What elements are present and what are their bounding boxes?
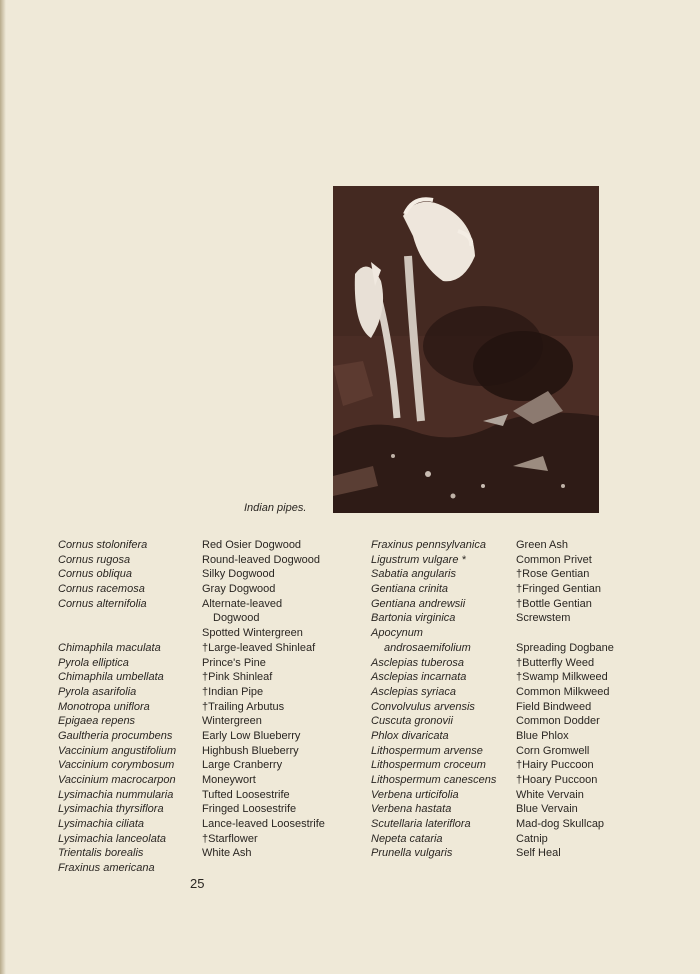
scientific-name: Asclepias incarnata [371, 671, 467, 684]
common-name: †Bottle Gentian [516, 597, 592, 610]
photo-caption: Indian pipes. [244, 502, 307, 514]
scientific-name: Phlox divaricata [371, 729, 449, 742]
common-name: Corn Gromwell [516, 744, 590, 757]
scientific-name: Cornus stolonifera [58, 539, 148, 551]
common-name: White Vervain [516, 788, 584, 801]
scientific-name: Fraxinus americana [58, 862, 155, 875]
scientific-name: Lithospermum croceum [371, 759, 486, 772]
common-name: Blue Phlox [516, 729, 569, 742]
scientific-name: Trientalis borealis [58, 847, 144, 860]
right-scientific-names [371, 538, 496, 861]
common-name: Blue Vervain [516, 803, 578, 816]
scientific-name [58, 626, 176, 641]
common-name: Field Bindweed [516, 700, 592, 713]
common-name: Common Milkweed [516, 685, 610, 698]
scientific-name: Lysimachia ciliata [58, 818, 145, 831]
scientific-name: Monotropa uniflora [58, 700, 150, 713]
scientific-name: Gaultheria procumbens [58, 729, 173, 742]
common-name: †Hairy Puccoon [516, 759, 594, 772]
scientific-name: Nepeta cataria [371, 832, 443, 845]
common-name: Red Osier Dogwood [202, 539, 302, 551]
common-name: Round-leaved Dogwood [202, 553, 321, 566]
common-name: Gray Dogwood [202, 583, 276, 596]
scientific-name: Lysimachia lanceolata [58, 832, 167, 845]
common-name: Lance-leaved Loosestrife [202, 818, 325, 831]
scientific-name: Vaccinium angustifolium [58, 744, 177, 757]
right-common-names [516, 538, 614, 861]
common-name: †Hoary Puccoon [516, 774, 598, 786]
scientific-name: Asclepias syriaca [371, 685, 456, 698]
common-name: Common Dodder [516, 715, 600, 728]
scientific-name: Cuscuta gronovii [371, 715, 453, 728]
common-name: †Butterfly Weed [516, 656, 595, 669]
scientific-name: Epigaea repens [58, 715, 136, 728]
scientific-name: Cornus rugosa [58, 553, 131, 566]
common-name: Highbush Blueberry [202, 744, 299, 757]
common-name: †Rose Gentian [516, 568, 590, 581]
common-name: †Large-leaved Shinleaf [202, 641, 316, 654]
scientific-name: Ligustrum vulgare * [371, 553, 466, 566]
common-name: Spotted Wintergreen [202, 627, 303, 640]
scientific-name: Sabatia angularis [371, 568, 457, 581]
scientific-name: Lithospermum arvense [371, 744, 483, 757]
scientific-name: Gentiana andrewsii [371, 597, 466, 610]
scientific-name: Fraxinus pennsylvanica [371, 539, 486, 551]
common-name: Common Privet [516, 553, 592, 566]
scientific-name: Convolvulus arvensis [371, 700, 475, 713]
scientific-name: Asclepias tuberosa [371, 656, 464, 669]
page-number: 25 [190, 876, 205, 891]
scientific-name: Cornus alternifolia [58, 597, 147, 610]
common-name: Tufted Loosestrife [202, 788, 290, 801]
scientific-name: Gentiana crinita [371, 583, 449, 596]
common-name: Large Cranberry [202, 759, 283, 772]
scientific-name: Verbena hastata [371, 803, 452, 816]
left-scientific-names [58, 538, 176, 876]
common-name: Catnip [516, 832, 548, 845]
common-name: Self Heal [516, 847, 561, 860]
indian-pipes-photo [333, 186, 599, 513]
common-name: Spreading Dogbane [516, 641, 614, 654]
scientific-name: Prunella vulgaris [371, 847, 453, 860]
scientific-name: Pyrola asarifolia [58, 685, 137, 698]
page-binding-edge [0, 0, 6, 974]
scientific-name: Bartonia virginica [371, 612, 456, 625]
common-name: Mad-dog Skullcap [516, 818, 605, 831]
common-name: Dogwood [213, 612, 260, 625]
scientific-name: Vaccinium macrocarpon [58, 774, 176, 786]
common-name: †Trailing Arbutus [202, 700, 285, 713]
scientific-name: androsaemifolium [384, 641, 471, 654]
scientific-name: Cornus obliqua [58, 568, 132, 581]
common-name: Prince's Pine [202, 656, 266, 669]
scientific-name: Lysimachia thyrsiflora [58, 803, 164, 816]
common-name: †Starflower [202, 832, 258, 845]
common-name: Alternate-leaved [202, 597, 283, 610]
common-name: Fringed Loosestrife [202, 803, 297, 816]
scientific-name: Apocynum [371, 627, 423, 640]
scientific-name: Chimaphila umbellata [58, 671, 164, 684]
common-name: Early Low Blueberry [202, 729, 301, 742]
scientific-name [58, 611, 176, 626]
scientific-name: Cornus racemosa [58, 583, 145, 596]
scientific-name: Scutellaria lateriflora [371, 818, 471, 831]
common-name: †Swamp Milkweed [516, 671, 608, 684]
scientific-name: Vaccinium corymbosum [58, 759, 175, 772]
common-name: White Ash [202, 847, 252, 860]
scientific-name: Lithospermum canescens [371, 774, 497, 786]
left-common-names [202, 538, 325, 861]
scientific-name: Chimaphila maculata [58, 641, 161, 654]
common-name: †Pink Shinleaf [202, 671, 273, 684]
scientific-name: Verbena urticifolia [371, 788, 459, 801]
common-name: †Indian Pipe [202, 685, 264, 698]
common-name: Silky Dogwood [202, 568, 275, 581]
common-name: Moneywort [202, 774, 256, 786]
common-name: Green Ash [516, 539, 568, 551]
scientific-name: Pyrola elliptica [58, 656, 129, 669]
common-name: Screwstem [516, 612, 571, 625]
common-name [516, 626, 614, 641]
scientific-name: Lysimachia nummularia [58, 788, 174, 801]
common-name: Wintergreen [202, 715, 262, 728]
common-name: †Fringed Gentian [516, 583, 601, 596]
